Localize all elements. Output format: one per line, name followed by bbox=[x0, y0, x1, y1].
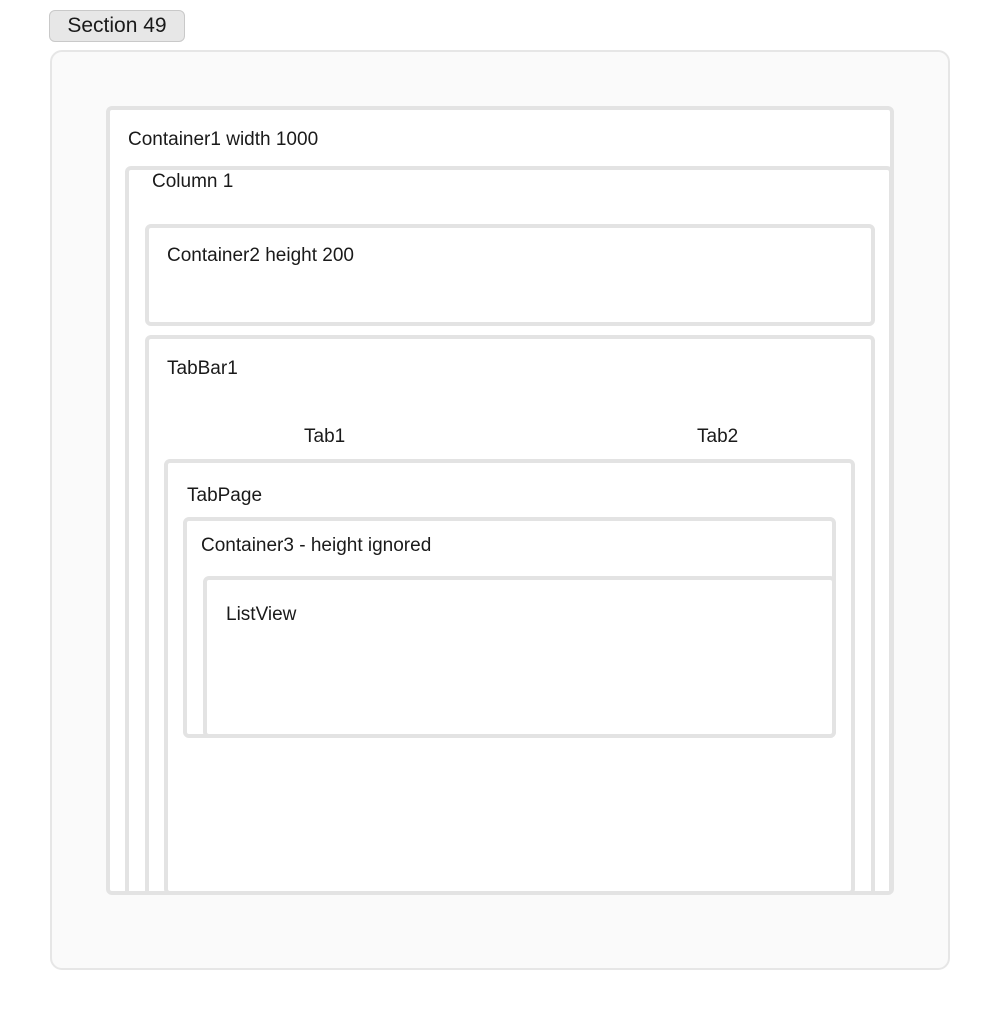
tabbar1-label: TabBar1 bbox=[167, 358, 238, 379]
container1-label: Container1 width 1000 bbox=[128, 129, 319, 150]
section-tag-label: Section 49 bbox=[67, 14, 167, 37]
section-tag bbox=[49, 10, 185, 42]
tab-2[interactable]: Tab2 bbox=[697, 426, 739, 447]
container2-box bbox=[145, 224, 875, 326]
tab-1[interactable]: Tab1 bbox=[304, 426, 346, 447]
container2-label: Container2 height 200 bbox=[167, 245, 354, 266]
column1-label: Column 1 bbox=[152, 171, 234, 192]
listview-box bbox=[203, 576, 836, 738]
listview-label: ListView bbox=[226, 604, 297, 625]
container3-label: Container3 - height ignored bbox=[201, 535, 432, 556]
tabpage-label: TabPage bbox=[187, 485, 263, 506]
